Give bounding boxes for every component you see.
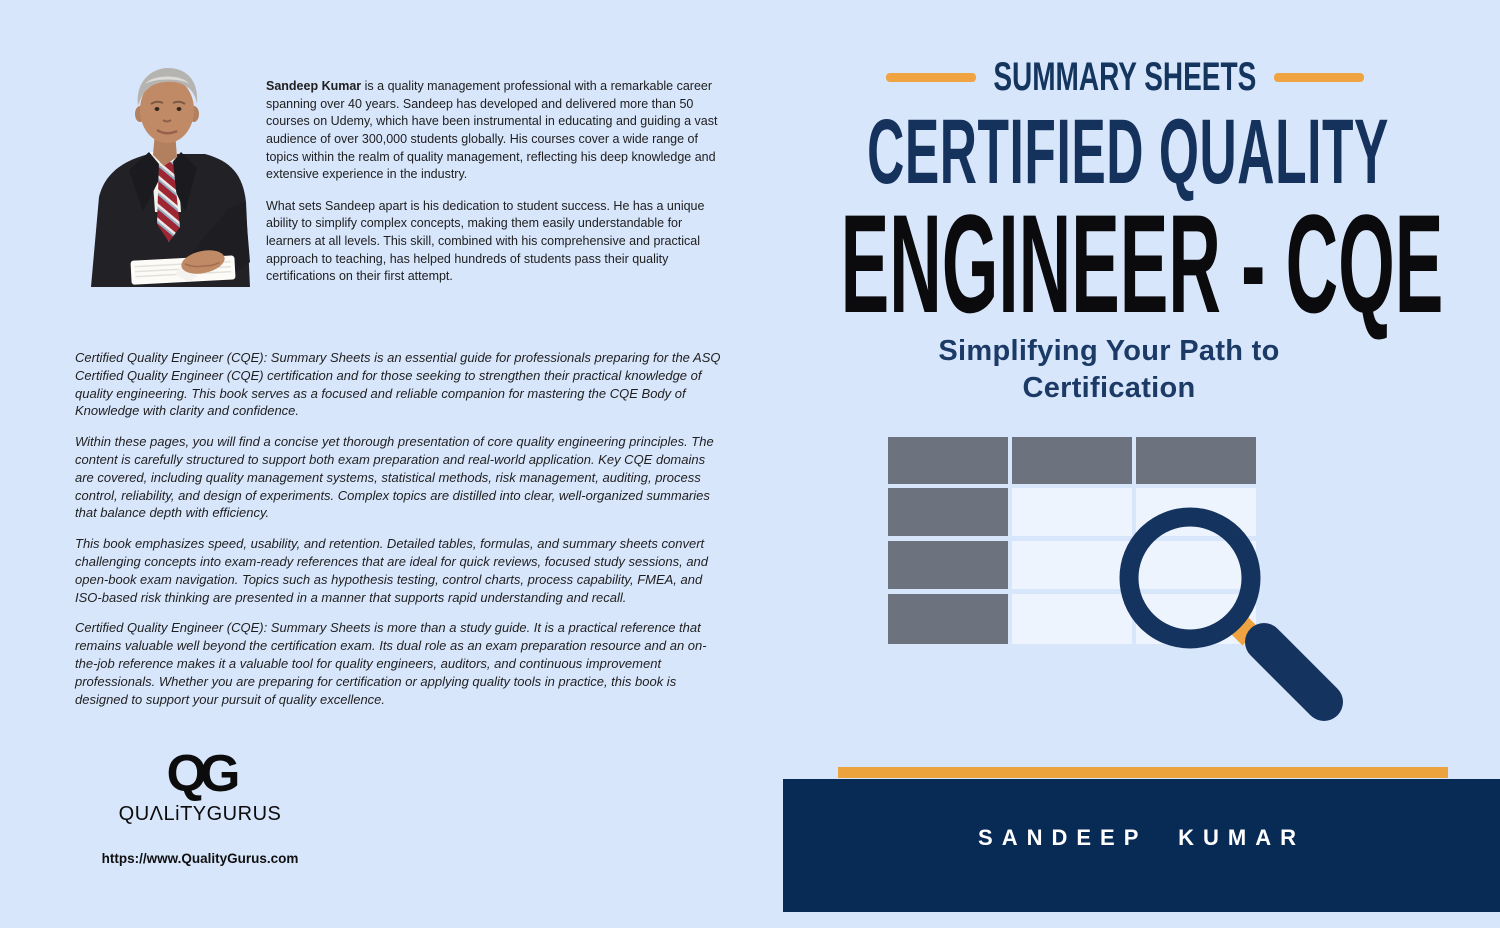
- publisher-website-url: https://www.QualityGurus.com: [101, 851, 299, 866]
- publisher-logo: [100, 745, 300, 826]
- qg-monogram-icon: QG: [166, 745, 234, 803]
- author-bio-paragraph: Sandeep Kumar is a quality management professional with a remarkable career spanning over 40 years. Sandeep has developed and delivered more than 50 courses on Udemy, which have been instrumental in educating and guiding a vast audience of over 300,000 students globally. His courses cover a wide range of topics within the realm of quality management, reflecting his deep knowledge and extensive experience in the industry.: [266, 79, 718, 182]
- publisher-brand-name: QUΛLiTYGURUS: [118, 803, 282, 825]
- summary-table-graphic: [888, 437, 1256, 644]
- book-description: [75, 349, 721, 721]
- author-name: Sandeep Kumar: [266, 79, 362, 93]
- kicker-dash-right: [1274, 73, 1364, 82]
- series-kicker: [750, 57, 1500, 97]
- description-paragraph: Within these pages, you will find a concise yet thorough presentation of core quality engineering principles. The content is carefully structured to support both exam preparation and real-world application. Key CQE domains are covered, including quality management systems, statistical methods, risk management, auditing, process control, reliability, and design of experiments. Complex topics are distilled into clear, well-organized summaries that balance depth with efficiency.: [75, 434, 714, 521]
- description-paragraph: This book emphasizes speed, usability, and retention. Detailed tables, formulas, and summary sheets convert challenging concepts into exam-ready references that are ideal for quick reviews, focused study sessions, and open-book exam navigation. Topics such as hypothesis testing, control charts, process capability, FMEA, and ISO-based risk thinking are presented in a manner that supports rapid understanding and recall.: [75, 536, 709, 605]
- cover-title-line2: ENGINEER - CQE: [840, 185, 1444, 342]
- table-magnifier-illustration: [886, 435, 1356, 735]
- subtitle-line2: Certification: [1022, 372, 1196, 405]
- cover-author-name: SANDEEP KUMAR: [978, 824, 1305, 850]
- description-paragraph: Certified Quality Engineer (CQE): Summary Sheets is more than a study guide. It is a practical reference that remains valuable well beyond the certification exam. Its dual role as an exam preparation resource and an on-the-job reference makes it a valuable tool for quality engineers, auditors, and continuous improvement professionals. Whether you are preparing for certification or applying quality tools in practice, this book is designed to support your pursuit of quality excellence.: [75, 620, 707, 707]
- author-photo: [85, 62, 250, 287]
- author-name-band: [783, 779, 1500, 912]
- kicker-dash-left: [886, 73, 976, 82]
- author-bio-paragraph: What sets Sandeep apart is his dedication to student success. He has a unique ability to simplify complex concepts, making them easily understandable for learners at all levels. This skill, combined with his comprehensive and practical approach to teaching, has helped hundreds of students pass their quality certifications on their first attempt.: [266, 198, 705, 284]
- kicker-label: SUMMARY SHEETS: [993, 55, 1257, 99]
- subtitle-line1: Simplifying Your Path to: [938, 335, 1280, 367]
- cover-subtitle: [938, 333, 1279, 407]
- accent-bar: [838, 767, 1448, 778]
- author-bio: [266, 78, 718, 300]
- description-paragraph: Certified Quality Engineer (CQE): Summary Sheets is an essential guide for professionals preparing for the ASQ Certified Quality Engineer (CQE) certification and for those seeking to strengthen their practical knowledge of quality engineering. This book serves as a focused and reliable companion for mastering the CQE Body of Knowledge with clarity and confidence.: [75, 350, 721, 419]
- cover-title-line1: CERTIFIED QUALITY: [867, 101, 1389, 203]
